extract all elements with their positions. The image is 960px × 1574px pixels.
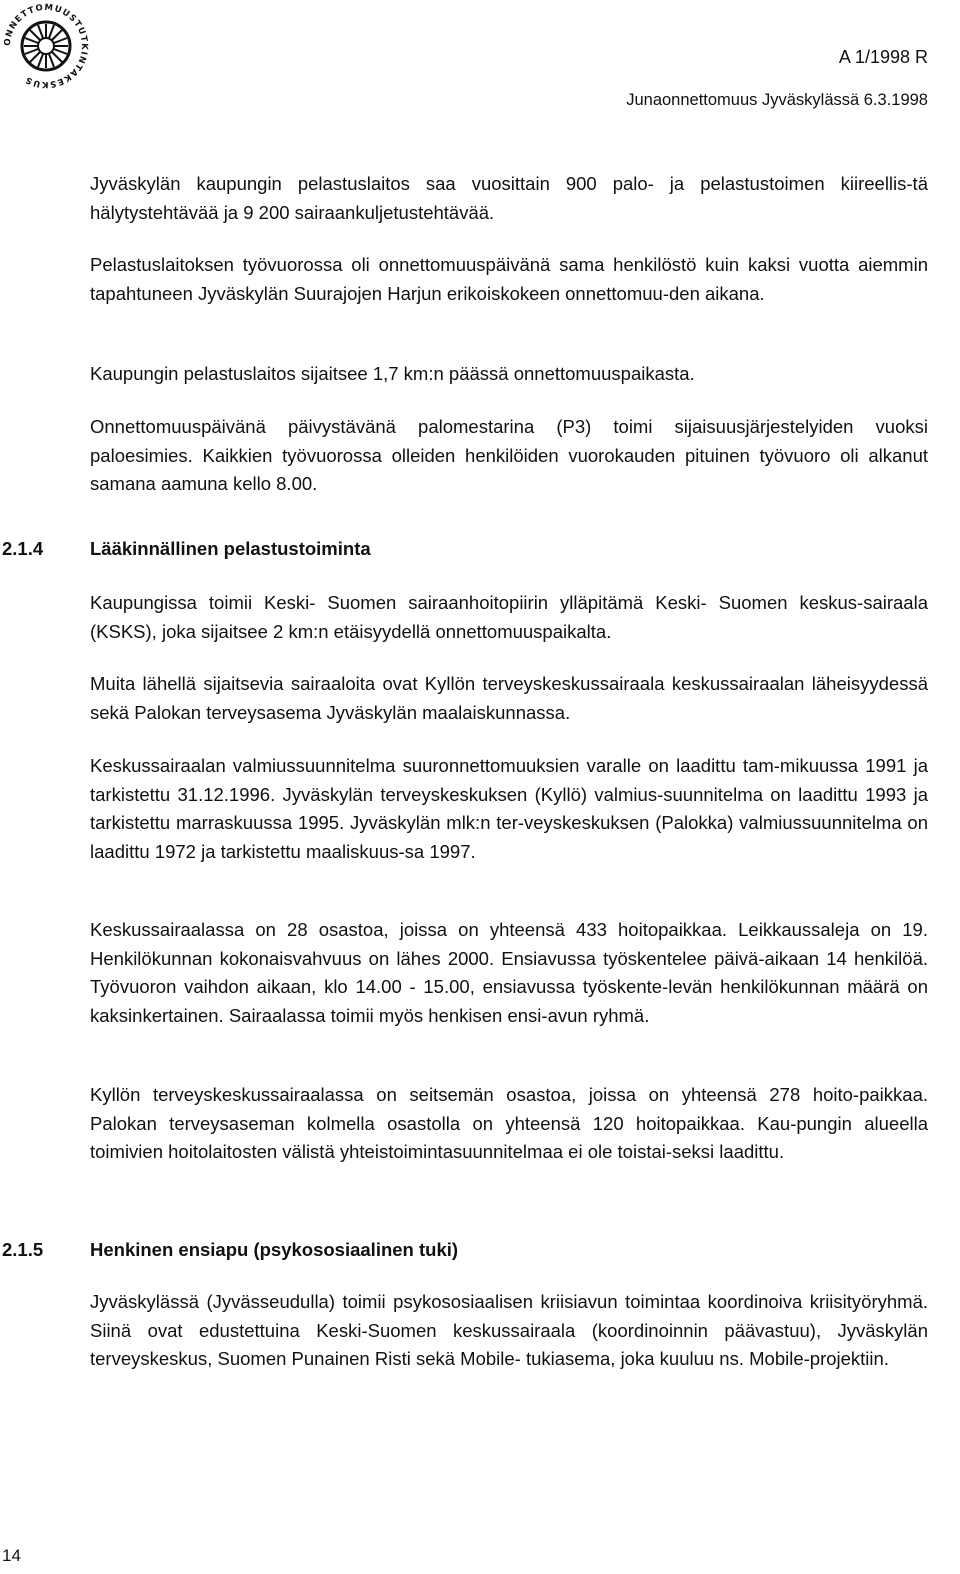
paragraph: Jyväskylän kaupungin pelastuslaitos saa vuosittain 900 palo- ja pelastustoimen kiireellis-tä hälytystehtävää ja 9 200 sairaankuljetustehtävää. — [90, 173, 928, 223]
paragraph: Kaupungin pelastuslaitos sijaitsee 1,7 km:n päässä onnettomuuspaikasta. — [90, 363, 695, 384]
section-heading: Lääkinnällinen pelastustoiminta — [90, 538, 371, 559]
section-number: 2.1.4 — [2, 538, 44, 559]
paragraph: Kyllön terveyskeskussairaalassa on seitsemän osastoa, joissa on yhteensä 278 hoito-paikkaa. Palokan terveysaseman kolmella osastolla on yhteensä 120 hoitopaikkaa. Kau-pungin alueella toimivien hoitolaitosten välistä yhteistoimintasuunnitelmaa ei ole toistai-seksi laadittu. — [90, 1084, 928, 1162]
paragraph: Muita lähellä sijaitsevia sairaaloita ovat Kyllön terveyskeskussairaala keskussairaalan läheisyydessä sekä Palokan terveysasema Jyväskylän maalaiskunnassa. — [90, 673, 928, 723]
document-title: Junaonnettomuus Jyväskylässä 6.3.1998 — [626, 91, 928, 109]
document-code: A 1/1998 R — [838, 47, 928, 67]
paragraph: Keskussairaalassa on 28 osastoa, joissa on yhteensä 433 hoitopaikkaa. Leikkaussaleja on 19. Henkilökunnan kokonaisvahvuus on lähes 2000. Ensiavussa työskentelee päivä-aikaan 14 henkilöä. Työvuoron vaihdon aikaan, klo 14.00 - 15.00, ensiavussa työskente-levän henkilökunnan määrä on kaksinkertainen. Sairaalassa toimii myös henkisen ensi-avun ryhmä. — [90, 919, 928, 1026]
section-number: 2.1.5 — [2, 1239, 44, 1260]
paragraph: Kaupungissa toimii Keski- Suomen sairaanhoitopiirin ylläpitämä Keski- Suomen keskus-sairaala (KSKS), joka sijaitsee 2 km:n etäisyydellä onnettomuuspaikalta. — [90, 592, 928, 642]
paragraph: Keskussairaalan valmiussuunnitelma suuronnettomuuksien varalle on laadittu tam-mikuussa 1991 ja tarkistettu 31.12.1996. Jyväskylän terveyskeskuksen (Kyllö) valmius-suunnitelma on laadittu 1993 ja tarkistettu marraskuussa 1995. Jyväskylän mlk:n ter-veyskeskuksen (Palokka) valmiussuunnitelma on laadittu 1972 ja tarkistettu maaliskuus-sa 1997. — [90, 755, 928, 862]
page-number: 14 — [2, 1546, 21, 1565]
organization-logo — [0, 0, 92, 92]
paragraph: Jyväskylässä (Jyvässeudulla) toimii psykososiaalisen kriisiavun toimintaa koordinoiva kriisityöryhmä. Siinä ovat edustettuina Keski-Suomen keskussairaala (koordinoinnin päävastuu), Jyväskylän terveyskeskus, Suomen Punainen Risti sekä Mobile- tukiasema, joka kuuluu ns. Mobile-projektiin. — [90, 1291, 928, 1369]
paragraph: Onnettomuuspäivänä päivystävänä palomestarina (P3) toimi sijaisuusjärjestelyiden vuoksi paloesimies. Kaikkien työvuorossa olleiden henkilöiden vuorokauden pituinen työvuoro oli alkanut samana aamuna kello 8.00. — [90, 416, 928, 494]
paragraph: Pelastuslaitoksen työvuorossa oli onnettomuuspäivänä sama henkilöstö kuin kaksi vuotta aiemmin tapahtuneen Jyväskylän Suurajojen Harjun erikoiskokeen onnettomuu-den aikana. — [90, 254, 928, 304]
section-heading: Henkinen ensiapu (psykososiaalinen tuki) — [90, 1239, 459, 1260]
logo-ring-text: ONNETTOMUUSTUTKINTAKESKUS — [2, 2, 90, 90]
